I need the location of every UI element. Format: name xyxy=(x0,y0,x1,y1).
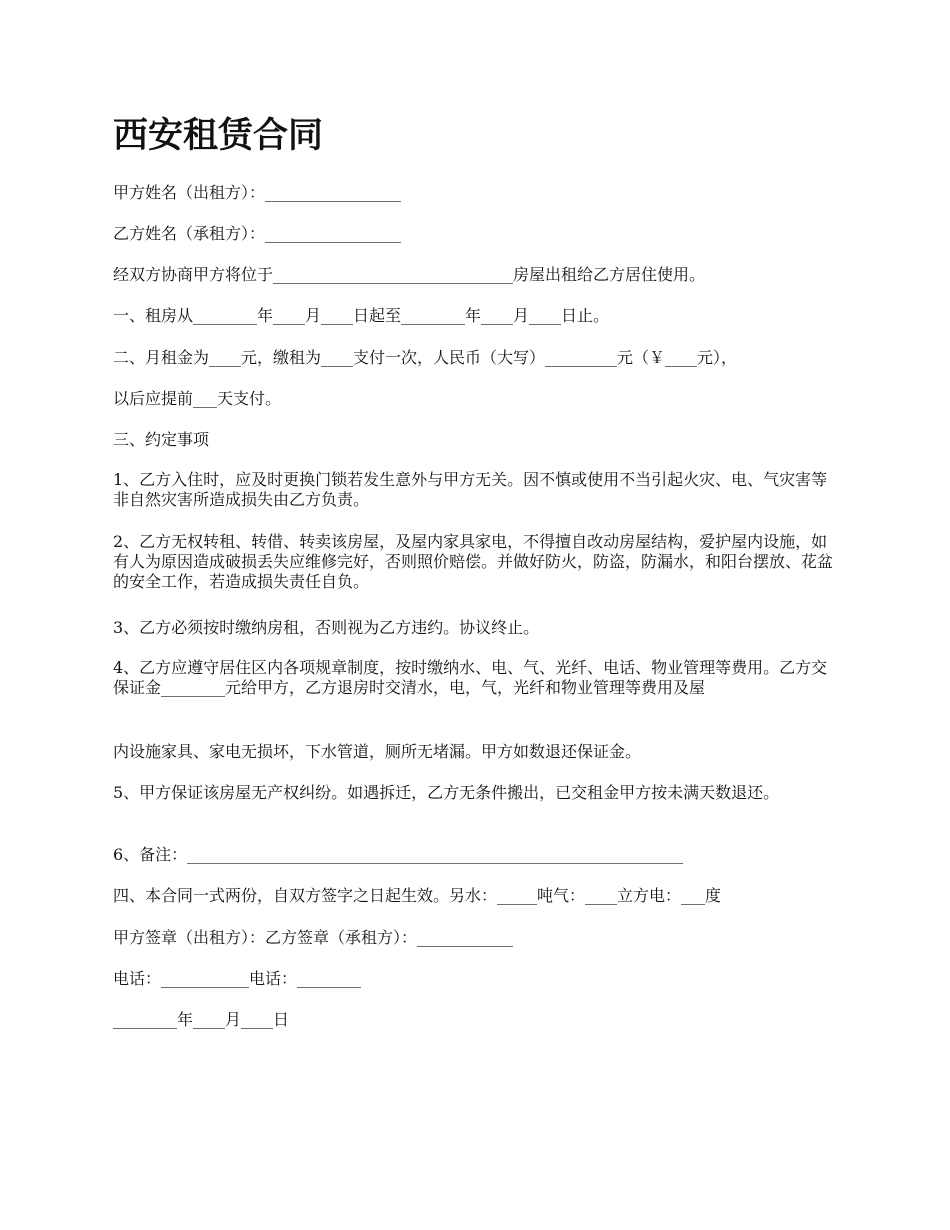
clause-item-6-notes: 6、备注：______________________________________________________________ xyxy=(113,845,684,864)
clause-item-4-part-2: 内设施家具、家电无损坏，下水管道，厕所无堵漏。甲方如数退还保证金。 xyxy=(113,742,642,761)
term-line: 一、租房从________年____月____日起至________年____月____日止。 xyxy=(113,306,610,325)
clause-item-5: 5、甲方保证该房屋无产权纠纷。如遇拆迁，乙方无条件搬出，已交租金甲方按未满天数退还。 xyxy=(113,783,780,802)
date-line: ________年____月____日 xyxy=(113,1010,290,1029)
party-b-line: 乙方姓名（承租方）：_________________ xyxy=(113,224,402,243)
rent-line-1: 二、月租金为____元，缴租为____支付一次，人民币（大写）_________元（￥____元）， xyxy=(113,348,738,367)
agreement-line: 经双方协商甲方将位于______________________________房屋出租给乙方居住使用。 xyxy=(113,265,706,284)
document-title: 西安租赁合同 xyxy=(113,115,324,156)
rent-line-2: 以后应提前___天支付。 xyxy=(113,389,282,408)
phone-line: 电话：___________电话：________ xyxy=(113,969,362,988)
party-a-line: 甲方姓名（出租方）：_________________ xyxy=(113,183,402,202)
clause-item-3: 3、乙方必须按时缴纳房租，否则视为乙方违约。协议终止。 xyxy=(113,618,540,637)
signature-line: 甲方签章（出租方）：乙方签章（承租方）：____________ xyxy=(113,928,514,947)
section-3-heading: 三、约定事项 xyxy=(113,430,210,449)
clause-item-1: 1、乙方入住时，应及时更换门锁若发生意外与甲方无关。因不慎或使用不当引起火灾、电、气灾害等非自然灾害所造成损失由乙方负责。 xyxy=(113,470,828,509)
clause-item-4-part-1: 4、乙方应遵守居住区内各项规章制度，按时缴纳水、电、气、光纤、电话、物业管理等费用。乙方交保证金________元给甲方，乙方退房时交清水，电，气，光纤和物业管理等费用及屋 xyxy=(113,658,828,697)
section-4-line: 四、本合同一式两份，自双方签字之日起生效。另水：_____吨气：____立方电：___度 xyxy=(113,886,722,905)
clause-item-2: 2、乙方无权转租、转借、转卖该房屋，及屋内家具家电，不得擅自改动房屋结构，爱护屋内设施，如有人为原因造成破损丢失应维修完好，否则照价赔偿。并做好防火，防盗，防漏水，和阳台摆放、花盆的安全工作，若造成损失责任自负。 xyxy=(113,532,834,591)
